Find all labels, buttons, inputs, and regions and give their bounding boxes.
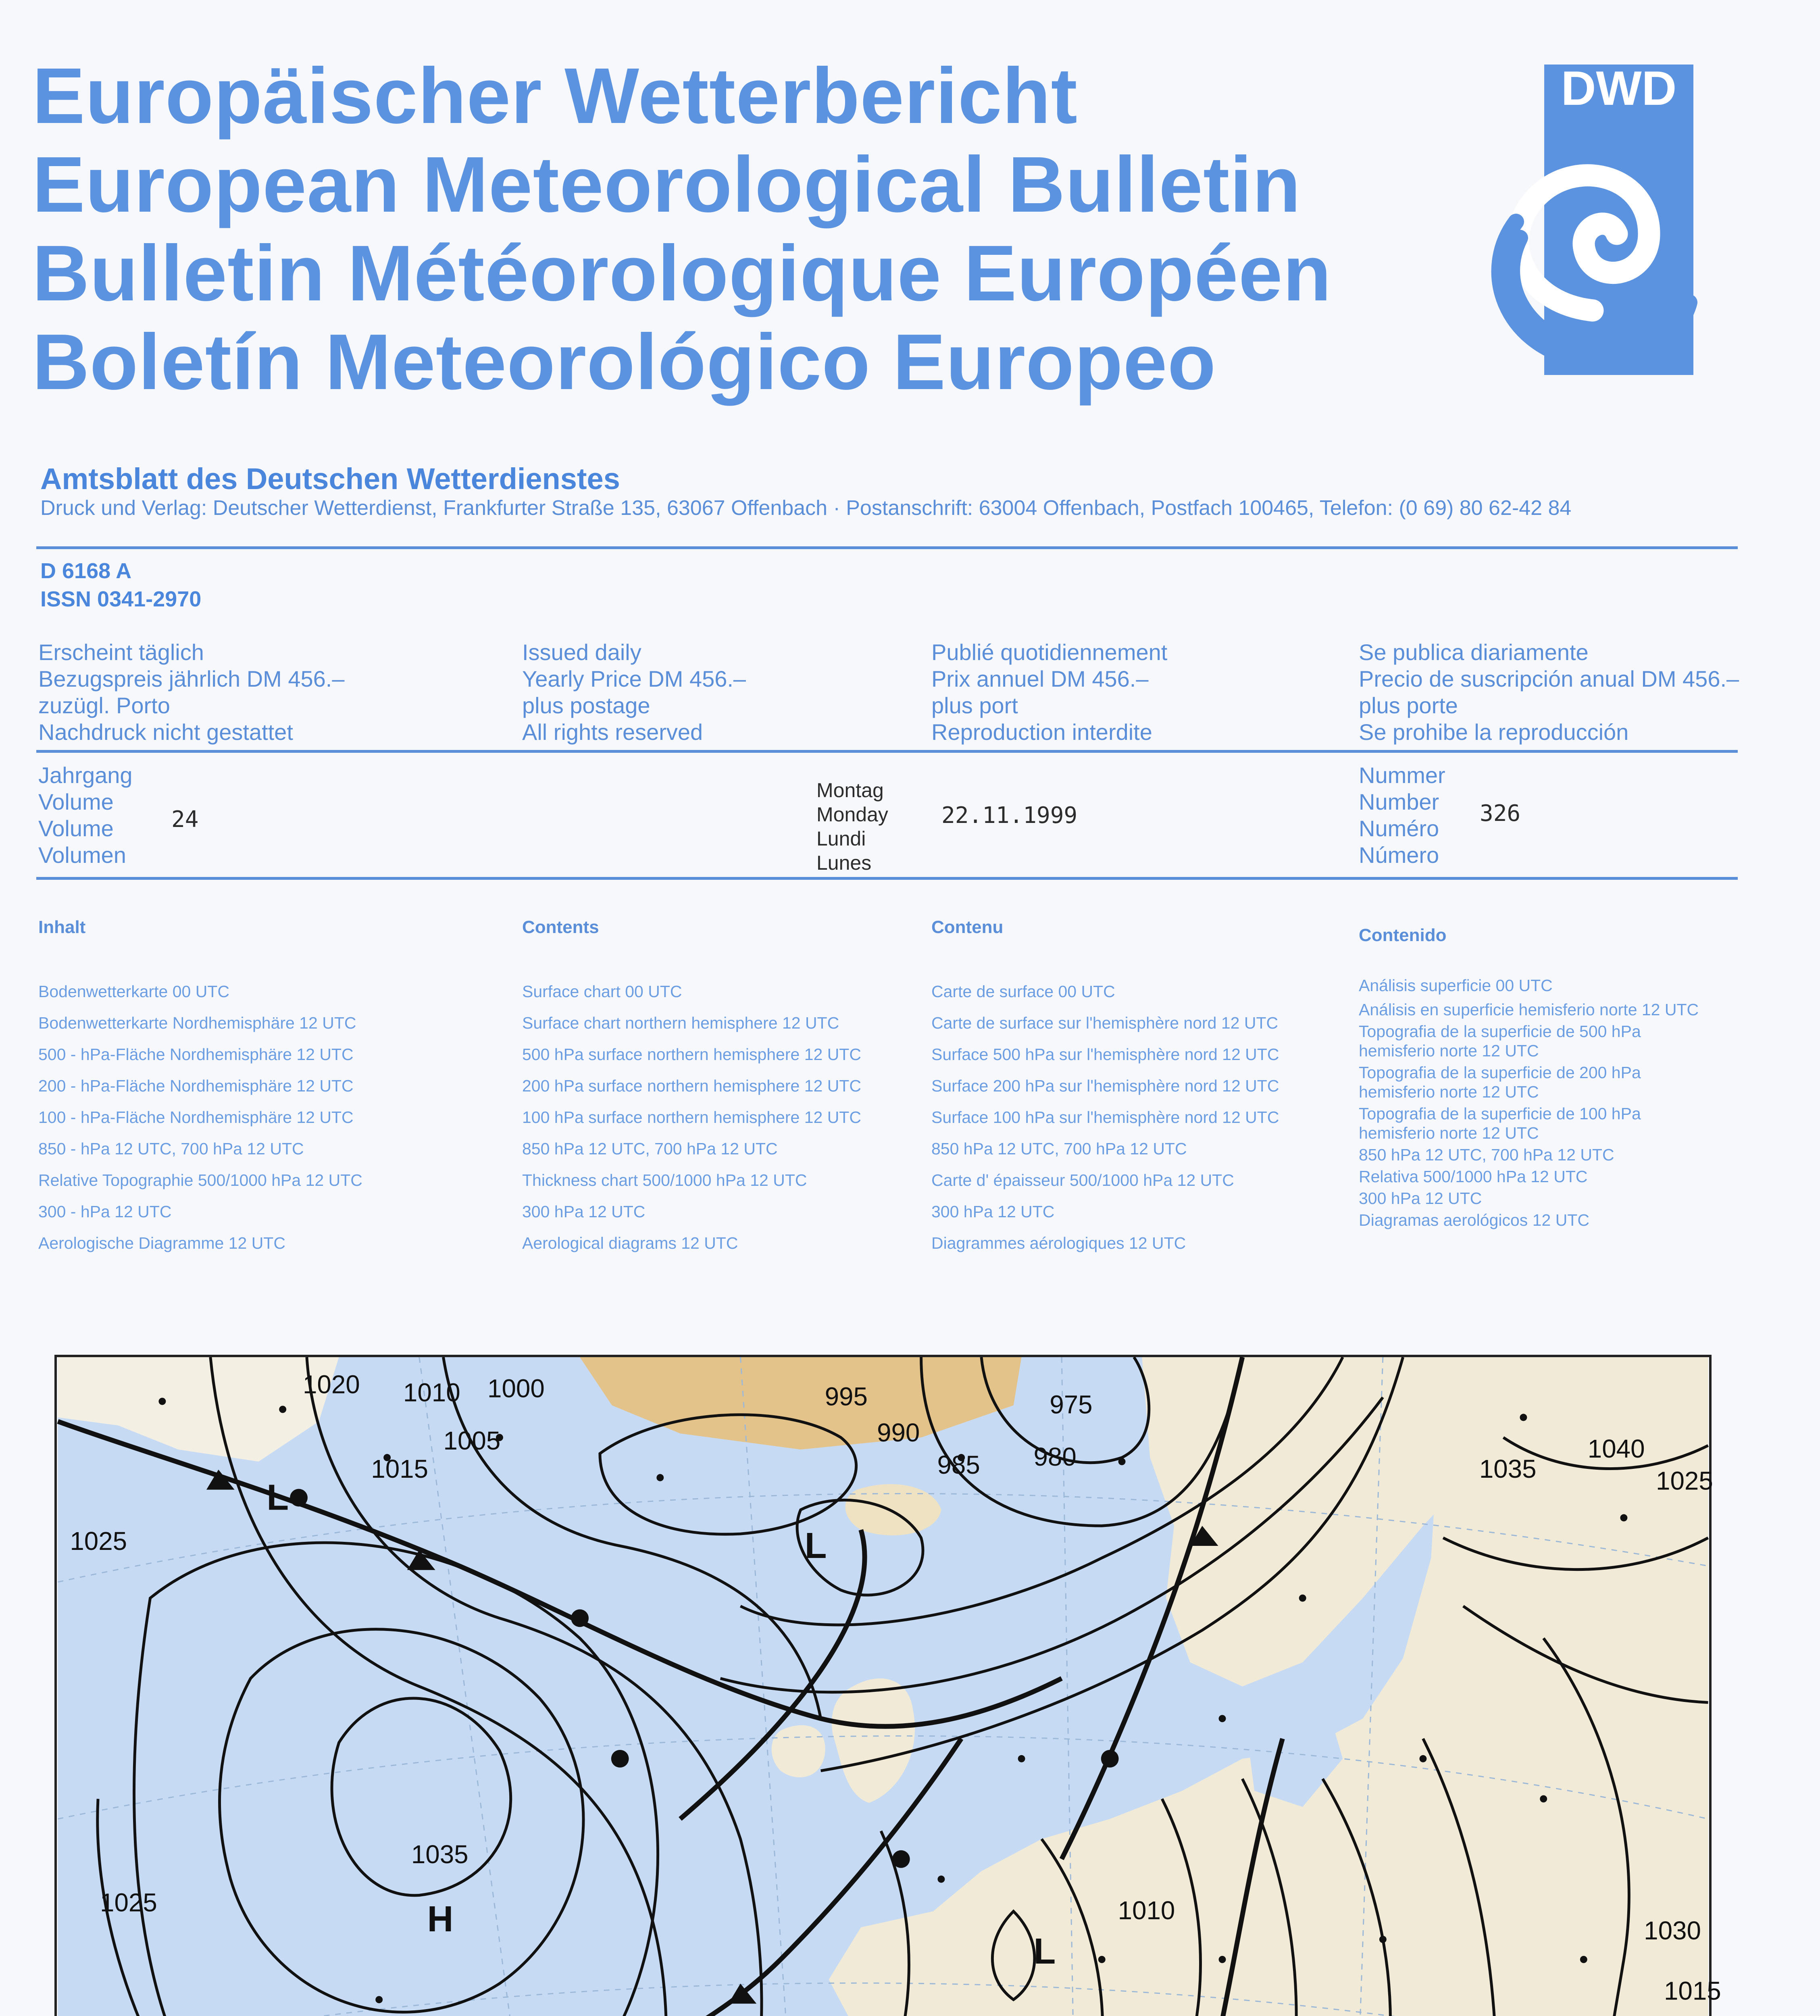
list-item: Análisis en superficie hemisferio norte 12 UTC xyxy=(1359,1000,1699,1019)
isobar-label: 995 xyxy=(825,1382,868,1411)
isobar-label: 980 xyxy=(1033,1442,1077,1471)
title-french: Bulletin Météorologique Européen xyxy=(32,229,1332,317)
isobar-label: 1020 xyxy=(302,1370,360,1399)
list-item: Bodenwetterkarte Nordhemisphäre 12 UTC xyxy=(38,1014,356,1032)
list-item: 850 - hPa 12 UTC, 700 hPa 12 UTC xyxy=(38,1139,304,1158)
volume-number: 24 xyxy=(171,806,199,833)
list-item: 300 - hPa 12 UTC xyxy=(38,1202,172,1221)
list-item: Surface chart 00 UTC xyxy=(522,982,682,1001)
divider xyxy=(36,750,1738,753)
issue-number: 326 xyxy=(1480,800,1521,827)
list-item: Surface 500 hPa sur l'hemisphère nord 12 UTC xyxy=(931,1045,1279,1064)
list-item: 200 - hPa-Fläche Nordhemisphäre 12 UTC xyxy=(38,1077,354,1095)
issn: ISSN 0341-2970 xyxy=(40,587,202,611)
low-pressure-centre: L xyxy=(1033,1931,1056,1971)
list-item: 200 hPa surface northern hemisphere 12 UTC xyxy=(522,1077,861,1095)
list-item: 300 hPa 12 UTC xyxy=(931,1202,1055,1221)
high-pressure-centre: H xyxy=(427,1899,454,1939)
list-item: Relative Topographie 500/1000 hPa 12 UTC xyxy=(38,1171,362,1189)
list-item: 850 hPa 12 UTC, 700 hPa 12 UTC xyxy=(931,1139,1187,1158)
list-item: Carte de surface sur l'hemisphère nord 12 UTC xyxy=(931,1014,1279,1032)
isobar-label: 1005 xyxy=(443,1426,501,1456)
isobar-label: 1025 xyxy=(70,1527,127,1556)
contents-list-german xyxy=(38,976,362,1259)
title-german: Europäischer Wetterbericht xyxy=(32,52,1078,140)
list-item: 100 hPa surface northern hemisphere 12 UTC xyxy=(522,1108,861,1127)
info-french: Publié quotidiennement Prix annuel DM 456.– plus port Reproduction interdite xyxy=(931,639,1168,745)
contents-heading-english: Contents xyxy=(522,917,599,937)
contents-list-french xyxy=(931,976,1279,1259)
isobar-label: 990 xyxy=(877,1418,920,1447)
list-item: 850 hPa 12 UTC, 700 hPa 12 UTC xyxy=(1359,1145,1614,1164)
dwd-logo-text: DWD xyxy=(1561,61,1677,115)
info-english: Issued daily Yearly Price DM 456.– plus postage All rights reserved xyxy=(522,639,746,745)
contents-heading-spanish: Contenido xyxy=(1359,925,1447,945)
warm-front-symbol xyxy=(611,1750,629,1768)
list-item: Aerological diagrams 12 UTC xyxy=(522,1234,738,1252)
list-item: Diagrammes aérologiques 12 UTC xyxy=(931,1234,1186,1252)
list-item: 500 hPa surface northern hemisphere 12 UTC xyxy=(522,1045,861,1064)
list-item: 850 hPa 12 UTC, 700 hPa 12 UTC xyxy=(522,1139,778,1158)
list-item: 100 - hPa-Fläche Nordhemisphäre 12 UTC xyxy=(38,1108,354,1127)
issue-date: 22.11.1999 xyxy=(941,802,1078,829)
contents-heading-french: Contenu xyxy=(931,917,1004,937)
title-english: European Meteorological Bulletin xyxy=(32,140,1301,229)
warm-front-symbol xyxy=(571,1609,589,1627)
list-item: Diagramas aerológicos 12 UTC xyxy=(1359,1211,1589,1229)
isobar-label: 1000 xyxy=(487,1374,545,1403)
isobar-label: 1015 xyxy=(1664,1976,1721,2006)
publisher-address: Druck und Verlag: Deutscher Wetterdienst, Frankfurter Straße 135, 63067 Offenbach · Postanschrift: 63004 Offenbach, Postfach 100465, Telefon: (0 69) 80 62-42 84 xyxy=(40,496,1572,520)
warm-front-symbol xyxy=(892,1850,910,1868)
ireland-landmass xyxy=(772,1725,825,1777)
surface-weather-map xyxy=(54,1355,1721,2016)
isobar-label: 1030 xyxy=(1644,1916,1701,1945)
isobar-label: 1025 xyxy=(1656,1466,1713,1495)
contents-list-english xyxy=(522,976,861,1259)
list-item: Bodenwetterkarte 00 UTC xyxy=(38,982,230,1001)
isobar-label: 975 xyxy=(1050,1390,1093,1419)
list-item: Análisis superficie 00 UTC xyxy=(1359,976,1553,995)
contents-heading-german: Inhalt xyxy=(38,917,86,937)
list-item: Topografia de la superficie de 100 hPa hemisferio norte 12 UTC xyxy=(1359,1104,1641,1142)
number-labels: Nummer Number Numéro Número xyxy=(1359,762,1445,868)
list-item: 300 hPa 12 UTC xyxy=(1359,1189,1482,1208)
isobar-label: 1040 xyxy=(1587,1434,1645,1463)
issuer-title: Amtsblatt des Deutschen Wetterdienstes xyxy=(40,462,620,496)
title-spanish: Boletín Meteorológico Europeo xyxy=(32,318,1216,406)
list-item: Surface 100 hPa sur l'hemisphère nord 12 UTC xyxy=(931,1108,1279,1127)
list-item: Surface chart northern hemisphere 12 UTC xyxy=(522,1014,839,1032)
info-spanish: Se publica diariamente Precio de suscripción anual DM 456.– plus porte Se prohibe la reproducción xyxy=(1359,639,1739,745)
isobar-label: 1010 xyxy=(1118,1896,1175,1925)
low-pressure-centre: L xyxy=(267,1477,289,1518)
isobar-label: 1035 xyxy=(411,1839,469,1869)
isobar-label: 1025 xyxy=(100,1888,157,1917)
low-pressure-centre: L xyxy=(804,1525,827,1566)
volume-labels: Jahrgang Volume Volume Volumen xyxy=(38,762,133,868)
dwd-logo xyxy=(1472,60,1697,379)
isobar-label: 1010 xyxy=(403,1378,460,1407)
isobar-label: 1035 xyxy=(1479,1454,1537,1483)
weekday-labels: Montag Monday Lundi Lunes xyxy=(816,779,888,874)
list-item: Carte de surface 00 UTC xyxy=(931,982,1115,1001)
list-item: 300 hPa 12 UTC xyxy=(522,1202,646,1221)
contents-list-spanish xyxy=(1359,976,1714,1232)
list-item: Surface 200 hPa sur l'hemisphère nord 12 UTC xyxy=(931,1077,1279,1095)
list-item: Carte d' épaisseur 500/1000 hPa 12 UTC xyxy=(931,1171,1234,1189)
divider xyxy=(36,546,1738,549)
list-item: Topografia de la superficie de 200 hPa hemisferio norte 12 UTC xyxy=(1359,1063,1641,1101)
list-item: Relativa 500/1000 hPa 12 UTC xyxy=(1359,1167,1588,1186)
list-item: Thickness chart 500/1000 hPa 12 UTC xyxy=(522,1171,807,1189)
info-german: Erscheint täglich Bezugspreis jährlich DM 456.– zuzügl. Porto Nachdruck nicht gestattet xyxy=(38,639,345,745)
divider xyxy=(36,877,1738,880)
list-item: Aerologische Diagramme 12 UTC xyxy=(38,1234,285,1252)
warm-front-symbol xyxy=(1101,1750,1119,1768)
isobar-label: 985 xyxy=(937,1450,980,1479)
publication-code: D 6168 A xyxy=(40,559,132,583)
isobar-label: 1015 xyxy=(371,1454,429,1483)
list-item: 500 - hPa-Fläche Nordhemisphäre 12 UTC xyxy=(38,1045,354,1064)
list-item: Topografia de la superficie de 500 hPa hemisferio norte 12 UTC xyxy=(1359,1022,1641,1060)
warm-front-symbol xyxy=(290,1489,308,1507)
